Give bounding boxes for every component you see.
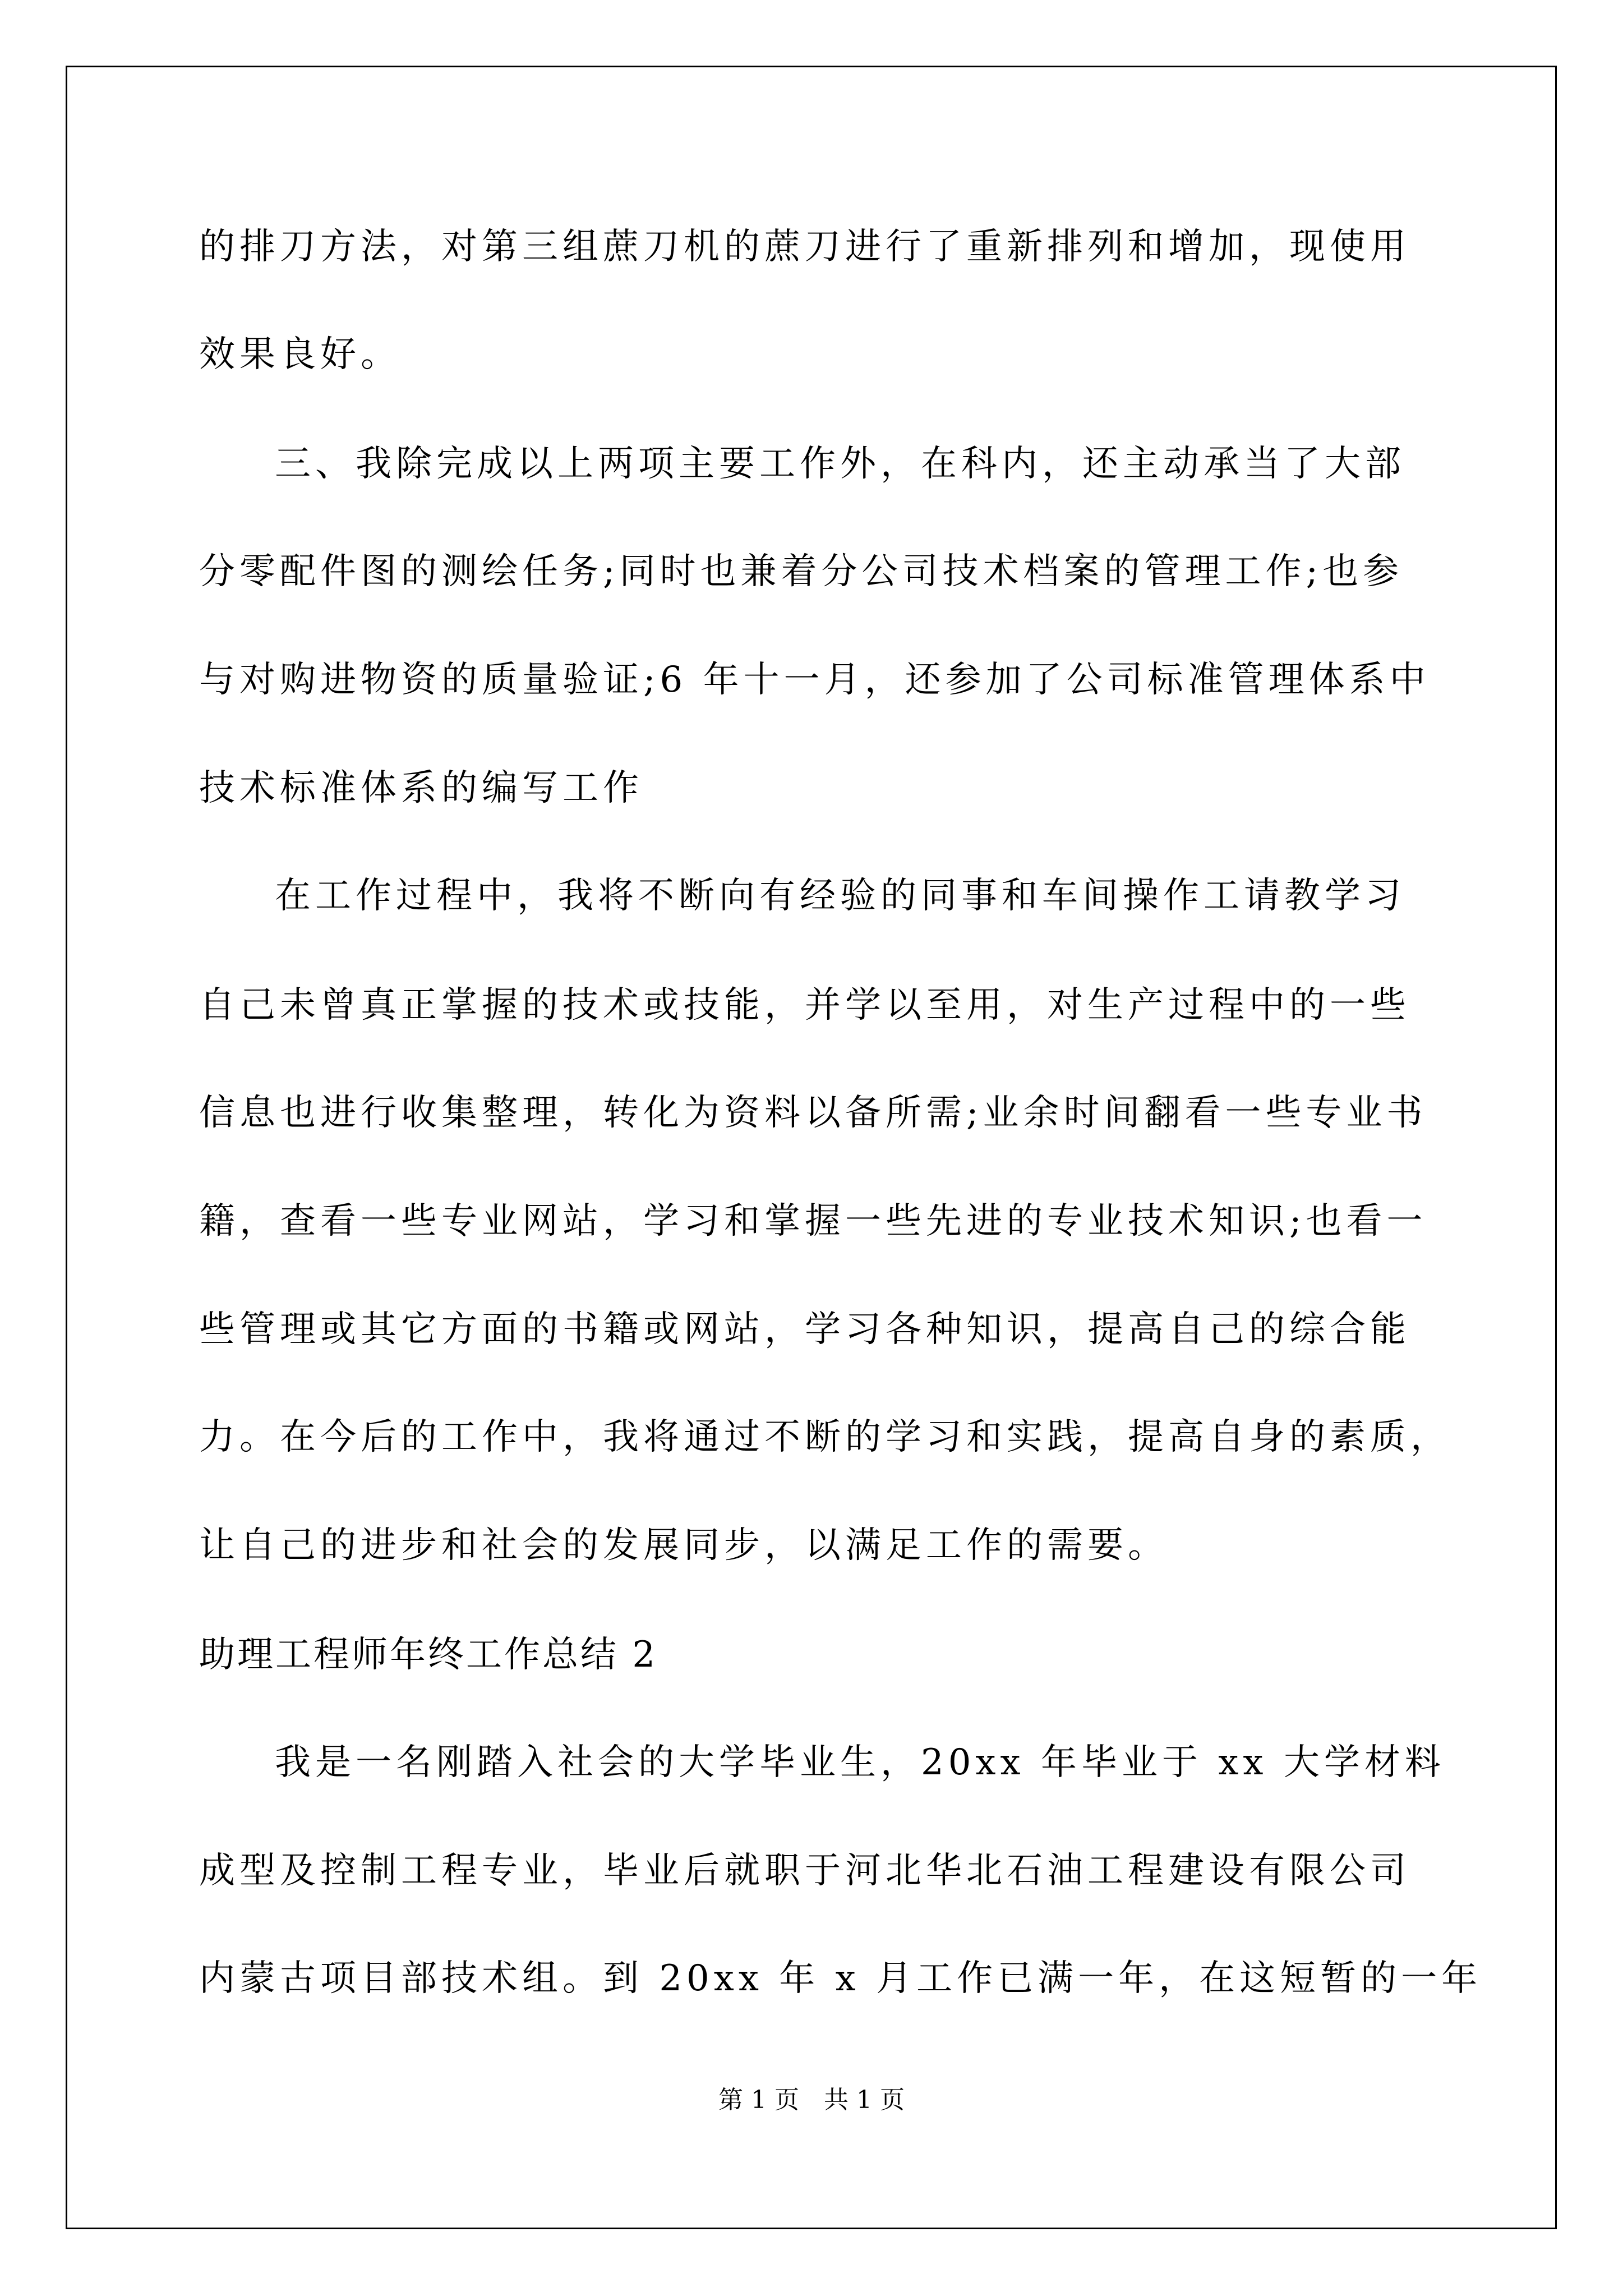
text-line-15: 我是一名刚踏入社会的大学毕业生，20xx 年毕业于 xx 大学材料 bbox=[275, 1742, 1445, 1783]
text-line-3: 三、我除完成以上两项主要工作外，在科内，还主动承当了大部 bbox=[275, 443, 1405, 485]
text-line-5: 与对购进物资的质量验证;6 年十一月，还参加了公司标准管理体系中 bbox=[199, 659, 1430, 701]
text-line-13: 让自己的进步和社会的发展同步，以满足工作的需要。 bbox=[199, 1525, 1168, 1566]
text-line-9: 信息也进行收集整理，转化为资料以备所需;业余时间翻看一些专业书 bbox=[199, 1092, 1427, 1134]
page-footer: 第 1 页 共 1 页 bbox=[718, 2086, 905, 2114]
text-line-6: 技术标准体系的编写工作 bbox=[199, 767, 643, 809]
text-line-4: 分零配件图的测绘任务;同时也兼着分公司技术档案的管理工作;也参 bbox=[199, 551, 1404, 592]
text-line-1: 的排刀方法，对第三组蔗刀机的蔗刀进行了重新排列和增加，现使用 bbox=[199, 226, 1410, 268]
text-line-2: 效果良好。 bbox=[199, 334, 401, 375]
text-line-8: 自己未曾真正掌握的技术或技能，并学以至用，对生产过程中的一些 bbox=[199, 984, 1410, 1026]
page-border bbox=[66, 66, 1557, 2229]
text-line-10: 籍，查看一些专业网站，学习和掌握一些先进的专业技术知识;也看一 bbox=[199, 1200, 1427, 1242]
text-line-16: 成型及控制工程专业，毕业后就职于河北华北石油工程建设有限公司 bbox=[199, 1850, 1410, 1892]
section-heading: 助理工程师年终工作总结 2 bbox=[199, 1634, 658, 1676]
text-line-17: 内蒙古项目部技术组。到 20xx 年 x 月工作已满一年，在这短暂的一年 bbox=[199, 1958, 1482, 1999]
text-line-7: 在工作过程中，我将不断向有经验的同事和车间操作工请教学习 bbox=[275, 875, 1405, 917]
text-line-12: 力。在今后的工作中，我将通过不断的学习和实践，提高自身的素质， bbox=[199, 1416, 1451, 1458]
text-line-11: 些管理或其它方面的书籍或网站，学习各种知识，提高自己的综合能 bbox=[199, 1309, 1410, 1350]
